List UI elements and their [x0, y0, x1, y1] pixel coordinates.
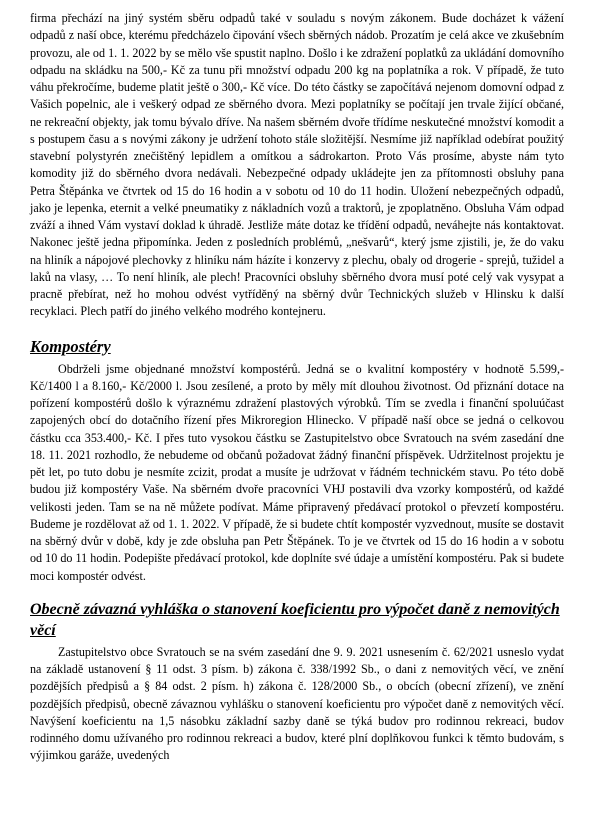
ordinance-paragraph: Zastupitelstvo obce Svratouch se na svém zasedání dne 9. 9. 2021 usnesením č. 62/2021 usneslo vydat na základě ustanovení § 11 odst. 3 písm. b) zákona č. 338/1992 Sb., o dani z nemovitých věcí, ve znění pozdějších předpisů a § 84 odst. 2 písm. h) zákona č. 128/2000 Sb., o obcích (obecní zřízení), ve znění pozdějších předpisů, obecně závaznou vyhlášku o stanovení koeficientu pro výpočet daně z nemovitých věcí. Navýšení koeficientu na 1,5 násobku základní sazby daně se týká budov pro rodinnou rekreaci, budov rodinného domu užívaného pro rodinnou rekreaci a budov, které plní doplňkovou funkci k těmto budovám, s výjimkou garáže, uvedených: [30, 644, 564, 763]
ordinance-heading: Obecně závazná vyhláška o stanovení koeficientu pro výpočet daně z nemovitých věcí: [30, 600, 560, 639]
composters-paragraph: Obdrželi jsme objednané množství kompostérů. Jedná se o kvalitní kompostéry v hodnotě 5.599,-Kč/1400 l a 8.160,- Kč/2000 l. Jsou zesílené, a proto by měly mít dlouhou životnost. Od přiznání dotace na pořízení kompostérů došlo k výraznému zdražení plastových výrobků. Tím se zvedla i finanční spoluúčast zapojených obcí do dotačního řízení přes Mikroregion Hlinecko. V případě naší obce se jedná o celkovou částku cca 353.400,- Kč. I přes tuto vysokou částku se Zastupitelstvo obce Svratouch na svém zasedání dne 18. 11. 2021 rozhodlo, že nebudeme od občanů požadovat žádný finanční příspěvek. Udržitelnost projektu je pět let, po tuto dobu je nesmíte zcizit, prodat a musíte je udržovat v řádném technickém stavu. Po této době budou již kompostéry Vaše. Na sběrném dvoře pracovníci VHJ postavili dva vzorky kompostérů, od každé velikosti jeden. Tam se na ně můžete podívat. Máme připravený předávací protokol o převzetí kompostéru. Budeme je rozdělovat až od 1. 1. 2022. V případě, že si budete chtít kompostér vyzvednout, musíte se dostavit na sběrný dvůr v době, kdy je zde obsluha pan Petr Štěpánek. To je ve čtvrtek od 15 do 16 hodin a v sobotu od 10 do 11 hodin. Podepište předávací protokol, kde doplníte své údaje a umístění kompostéru. Pak si budete moci kompostér odvést.: [30, 361, 564, 583]
composters-heading: Kompostéry: [30, 336, 111, 356]
waste-paragraph: firma přechází na jiný systém sběru odpadů také v souladu s novým zákonem. Bude docházet k vážení odpadů z naší obce, kterému předcházelo čipování všech sběrných nádob. Prozatím je celá akce ve zkušebním provozu, ale od 1. 1. 2022 by se mělo vše spustit naplno. Došlo i ke zdražení poplatků za ukládání domovního odpadu na skládku na 500,- Kč za tunu při množství odpadu 200 kg na poplatníka a rok. V případě, že tuto váhu překročíme, budeme platit ještě o 300,- Kč více. Do této částky se započítává nejenom domovní odpad z Vašich popelnic, ale i veškerý odpad ze sběrného dvora. Mezi poplatníky se počítají jen trvale žijící občané, ne rekreační objekty, jak tomu bývalo dříve. Na našem sběrném dvoře třídíme neskutečné množství komodit a s postupem času a s novými zákony je udržení tohoto stále složitější. Nesmíme již například odebírat použitý stavební polystyrén znečištěný lepidlem a omítkou a sádrokarton. Proto Vás prosíme, abyste nám tyto komodity již do sběrného dvora nedávali. Nebezpečné odpady ukládejte jen za přítomnosti obsluhy pana Petra Štěpánka ve čtvrtek od 15 do 16 hodin a v sobotu od 10 do 11 hodin. Uložení nebezpečných odpadů, jako je lepenka, eternit a velké pneumatiky z nákladních vozů a traktorů, je zpoplatněno. Obsluha Vám odpad zváží a ihned Vám vystaví doklad k úhradě. Jestliže máte dotaz ke třídění odpadů, neváhejte nás kontaktovat. Nakonec ještě jedna připomínka. Jeden z posledních problémů, „nešvarů“, který jsme zjistili, je, že do vaku na hliník a nápojové plechovky z hliníku nám házíte i konzervy z plechu, obaly od drogerie - sprejů, tužidel a laků na vlasy, … To není hliník, ale plech! Pracovníci obsluhy sběrného dvora musí poté celý vak vysypat a pracně přebírat, než ho mohou odvést vytříděný na sběrný dvůr Technických služeb v Hlinsku k další recyklaci. Plech patří do jiného velkého modrého kontejneru.: [30, 11, 564, 319]
